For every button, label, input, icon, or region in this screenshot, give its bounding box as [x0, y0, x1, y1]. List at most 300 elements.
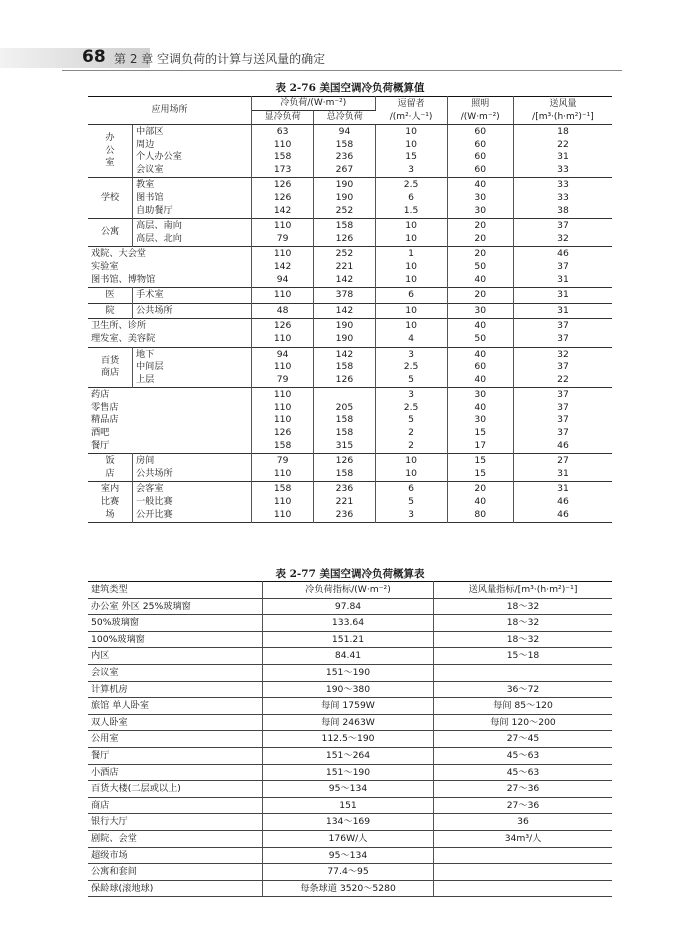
cell-value: 17 [474, 439, 487, 451]
table-row [88, 319, 612, 347]
cell-value: 6 [408, 289, 415, 301]
cell-value: 110 [273, 496, 292, 508]
value-cell [314, 388, 375, 454]
building-type-cell: 50%玻璃窗 [88, 615, 263, 632]
value-cell [375, 347, 447, 388]
chapter-title: 第 2 章 空调负荷的计算与送风量的确定 [114, 52, 326, 66]
building-type-cell: 100%玻璃窗 [88, 631, 263, 648]
cell-value: 40 [474, 401, 487, 413]
cell-value: 20 [474, 289, 487, 301]
col-occupancy [375, 97, 447, 125]
value-cell [314, 219, 375, 247]
col-cooling-index: 冷负荷指标/(W·m⁻²) [263, 582, 434, 599]
value-cell [252, 178, 314, 219]
cell-value: 2 [408, 427, 415, 439]
place-cell [133, 454, 252, 482]
cooling-index-cell: 84.41 [263, 648, 434, 665]
building-type-cell: 公寓和套间 [88, 864, 263, 881]
cell-value: 110 [273, 289, 292, 301]
table-76-caption: 表 2-76 美国空调冷负荷概算值 [275, 82, 425, 94]
place-name: 戏院、大会堂 [91, 248, 147, 260]
table-row [88, 698, 612, 715]
cell-value: 158 [335, 138, 354, 150]
place-cell [133, 219, 252, 247]
airflow-index-cell [434, 847, 613, 864]
value-cell [447, 303, 513, 319]
airflow-index-cell: 36 [434, 814, 613, 831]
table-row [88, 830, 612, 847]
cell-value: 236 [335, 483, 354, 495]
cell-value: 30 [474, 204, 487, 216]
cell-value: 252 [335, 248, 354, 260]
cell-value: 110 [273, 138, 292, 150]
cell-value: 190 [335, 320, 354, 332]
place-name: 理发室、美容院 [91, 332, 156, 344]
value-cell [447, 347, 513, 388]
cell-value: 158 [273, 151, 292, 163]
cell-value: 15 [474, 455, 487, 467]
cooling-index-cell: 每间 1759W [263, 698, 434, 715]
group-category: 办 公 室 [88, 125, 133, 178]
value-cell [314, 319, 375, 347]
value-cell [513, 247, 612, 288]
place-name: 上层 [136, 373, 155, 385]
value-cell [513, 288, 612, 304]
place-name: 酒吧 [91, 427, 110, 439]
value-cell [252, 303, 314, 319]
airflow-index-cell: 36～72 [434, 681, 613, 698]
cell-value: 37 [557, 332, 569, 344]
value-cell [447, 288, 513, 304]
value-cell [252, 482, 314, 523]
cell-value: 31 [557, 483, 569, 495]
cell-value: 31 [557, 304, 569, 316]
airflow-index-cell: 每间 120～200 [434, 714, 613, 731]
cell-value: 142 [335, 304, 354, 316]
table-row [88, 247, 612, 288]
place-name: 一般比赛 [136, 496, 173, 508]
value-cell [314, 288, 375, 304]
value-cell [375, 482, 447, 523]
airflow-index-cell [434, 880, 613, 897]
cell-value: 10 [405, 220, 417, 232]
airflow-index-cell: 18～32 [434, 631, 613, 648]
value-cell [447, 388, 513, 454]
col-cooling: 冷负荷/(W·m⁻²) [252, 97, 376, 111]
cell-value: 60 [474, 361, 487, 373]
airflow-index-cell: 45～63 [434, 747, 613, 764]
value-cell [375, 247, 447, 288]
cell-value: 110 [273, 220, 292, 232]
col-building-type: 建筑类型 [88, 582, 263, 599]
group-category: 饭 店 [88, 454, 133, 482]
cell-value: 4 [408, 332, 415, 344]
cell-value: 236 [335, 508, 354, 520]
value-cell [513, 219, 612, 247]
cell-value: 31 [557, 289, 569, 301]
cell-value: 142 [273, 204, 292, 216]
cooling-index-cell: 每条球道 3520～5280 [263, 880, 434, 897]
value-cell [375, 303, 447, 319]
cell-value: 40 [474, 273, 487, 285]
cell-value: 252 [335, 204, 354, 216]
cooling-index-cell: 每间 2463W [263, 714, 434, 731]
airflow-index-cell: 27～45 [434, 731, 613, 748]
cell-value: 30 [474, 414, 487, 426]
cell-value: 1.5 [403, 204, 419, 216]
value-cell [375, 454, 447, 482]
cell-value: 20 [474, 232, 487, 244]
cell-value: 190 [335, 191, 354, 203]
airflow-index-cell: 18～32 [434, 598, 613, 615]
cell-value: 37 [557, 389, 569, 401]
place-name: 自助餐厅 [136, 204, 173, 216]
cooling-index-cell: 151.21 [263, 631, 434, 648]
cell-value: 126 [273, 427, 292, 439]
table-row [88, 681, 612, 698]
cell-value: 37 [557, 320, 569, 332]
building-type-cell: 会议室 [88, 664, 263, 681]
table-row [88, 178, 612, 219]
airflow-index-cell [434, 664, 613, 681]
cell-value: 31 [557, 273, 569, 285]
value-cell [314, 482, 375, 523]
table-row [88, 747, 612, 764]
place-name: 手术室 [136, 289, 164, 301]
value-cell [375, 288, 447, 304]
table-row [88, 454, 612, 482]
cooling-index-cell: 112.5～190 [263, 731, 434, 748]
group-category: 医 [88, 288, 133, 304]
cooling-index-cell: 151～264 [263, 747, 434, 764]
value-cell [447, 482, 513, 523]
table-76-body [88, 125, 612, 523]
place-cell [88, 247, 252, 288]
cell-value: 37 [557, 260, 569, 272]
place-name: 药店 [91, 389, 110, 401]
table-row [88, 219, 612, 247]
cell-value: 190 [335, 332, 354, 344]
value-cell [375, 219, 447, 247]
lighting-unit: /(W·m⁻²) [460, 111, 500, 122]
value-cell [314, 247, 375, 288]
table-76 [88, 96, 612, 523]
cell-value: 2.5 [403, 401, 419, 413]
value-cell [447, 319, 513, 347]
cell-value: 20 [474, 483, 487, 495]
airflow-index-cell: 每间 85～120 [434, 698, 613, 715]
cell-value: 142 [335, 273, 354, 285]
cooling-index-cell: 97.84 [263, 598, 434, 615]
cell-value: 3 [408, 163, 415, 175]
value-cell [513, 482, 612, 523]
cooling-index-cell: 133.64 [263, 615, 434, 632]
group-category: 室内 比赛 场 [88, 482, 133, 523]
cell-value: 110 [273, 248, 292, 260]
table-row [88, 615, 612, 632]
group-category: 公寓 [88, 219, 133, 247]
value-cell [513, 178, 612, 219]
cell-value [317, 389, 371, 402]
table-row [88, 814, 612, 831]
cell-value: 18 [557, 126, 569, 137]
cell-value: 158 [273, 439, 292, 451]
cell-value: 46 [557, 248, 569, 260]
group-category: 百货 商店 [88, 347, 133, 388]
cell-value: 46 [557, 508, 569, 520]
cell-value: 126 [335, 373, 354, 385]
cell-value: 30 [474, 389, 487, 401]
table-row [88, 347, 612, 388]
cell-value: 110 [273, 332, 292, 344]
cell-value: 79 [276, 455, 289, 467]
cell-value: 40 [474, 496, 487, 508]
building-type-cell: 银行大厅 [88, 814, 263, 831]
cell-value: 27 [557, 455, 569, 467]
cell-value: 60 [474, 151, 487, 163]
place-name: 地下 [136, 348, 155, 360]
airflow-index-cell: 27～36 [434, 797, 613, 814]
cell-value: 15 [474, 427, 487, 439]
building-type-cell: 百货大楼(二层或以上) [88, 781, 263, 798]
cell-value: 126 [335, 232, 354, 244]
cell-value: 80 [474, 508, 487, 520]
table-row [88, 847, 612, 864]
building-type-cell: 超级市场 [88, 847, 263, 864]
cell-value: 38 [557, 204, 569, 216]
table-row [88, 303, 612, 319]
cell-value: 60 [474, 163, 487, 175]
table-row [88, 648, 612, 665]
cell-value: 158 [273, 483, 292, 495]
value-cell [513, 454, 612, 482]
cell-value: 6 [408, 191, 415, 203]
cell-value: 33 [557, 163, 569, 175]
cell-value: 32 [557, 348, 569, 360]
cooling-index-cell: 151～190 [263, 664, 434, 681]
place-name: 公开比赛 [136, 508, 173, 520]
place-name: 个人办公室 [136, 151, 182, 163]
building-type-cell: 餐厅 [88, 747, 263, 764]
building-type-cell: 双人卧室 [88, 714, 263, 731]
cell-value: 60 [474, 138, 487, 150]
cell-value: 158 [335, 361, 354, 373]
cell-value: 40 [474, 320, 487, 332]
place-name: 零售店 [91, 401, 119, 413]
col-room-cooling: 显冷负荷 [252, 111, 314, 125]
cell-value: 2 [408, 439, 415, 451]
cell-value: 3 [408, 389, 415, 401]
page-number: 68 [82, 47, 106, 67]
table-row [88, 797, 612, 814]
cell-value: 158 [335, 414, 354, 426]
table-row [88, 664, 612, 681]
cell-value: 50 [474, 260, 487, 272]
cell-value: 142 [335, 348, 354, 360]
table-77-caption: 表 2-77 美国空调冷负荷概算表 [275, 568, 425, 580]
cell-value: 63 [276, 126, 289, 137]
place-name: 公共场所 [136, 304, 173, 316]
place-name: 图书馆、博物馆 [91, 273, 156, 285]
cell-value: 32 [557, 232, 569, 244]
cell-value: 126 [273, 191, 292, 203]
place-name: 房间 [136, 455, 155, 467]
value-cell [375, 178, 447, 219]
table-76-header [88, 97, 612, 125]
value-cell [314, 454, 375, 482]
cell-value: 173 [273, 163, 292, 175]
place-name: 教室 [136, 179, 155, 191]
value-cell [252, 319, 314, 347]
cell-value: 10 [405, 273, 417, 285]
cell-value: 158 [335, 220, 354, 232]
table-row [88, 764, 612, 781]
cell-value: 94 [276, 348, 289, 360]
building-type-cell: 计算机房 [88, 681, 263, 698]
place-cell [133, 178, 252, 219]
cell-value: 205 [335, 401, 354, 413]
cell-value: 110 [273, 414, 292, 426]
place-cell [133, 303, 252, 319]
value-cell [252, 219, 314, 247]
value-cell [447, 125, 513, 178]
cell-value: 40 [474, 348, 487, 360]
cell-value: 15 [474, 467, 487, 479]
place-name: 会客室 [136, 483, 164, 495]
airflow-index-cell: 27～36 [434, 781, 613, 798]
occupancy-unit: /(m²·人⁻¹) [389, 111, 433, 122]
value-cell [513, 319, 612, 347]
table-row [88, 631, 612, 648]
value-cell [375, 125, 447, 178]
cell-value: 10 [405, 455, 417, 467]
value-cell [252, 125, 314, 178]
group-category: 学校 [88, 178, 133, 219]
cooling-index-cell: 151～190 [263, 764, 434, 781]
col-airflow [513, 97, 612, 125]
cell-value: 110 [273, 467, 292, 479]
value-cell [252, 347, 314, 388]
value-cell [314, 125, 375, 178]
value-cell [252, 388, 314, 454]
cell-value: 20 [474, 248, 487, 260]
value-cell [447, 454, 513, 482]
place-name: 周边 [136, 138, 155, 150]
cell-value: 31 [557, 151, 569, 163]
page-header [62, 44, 622, 71]
building-type-cell: 旅馆 单人卧室 [88, 698, 263, 715]
place-cell [88, 319, 252, 347]
cell-value: 50 [474, 332, 487, 344]
building-type-cell: 小酒店 [88, 764, 263, 781]
building-type-cell: 公用室 [88, 731, 263, 748]
cell-value: 3 [408, 348, 415, 360]
cell-value: 110 [273, 401, 292, 413]
place-name: 高层、南向 [136, 220, 182, 232]
cell-value: 37 [557, 401, 569, 413]
value-cell [513, 388, 612, 454]
table-row [88, 388, 612, 454]
building-type-cell: 办公室 外区 25%玻璃窗 [88, 598, 263, 615]
place-cell [133, 347, 252, 388]
cooling-index-cell: 134～169 [263, 814, 434, 831]
cell-value: 5 [408, 496, 415, 508]
value-cell [314, 347, 375, 388]
cell-value: 37 [557, 361, 569, 373]
cell-value: 2.5 [403, 361, 419, 373]
place-name: 餐厅 [91, 439, 110, 451]
place-cell [133, 125, 252, 178]
cell-value: 110 [273, 508, 292, 520]
cell-value: 110 [273, 389, 292, 401]
value-cell [447, 247, 513, 288]
cooling-index-cell: 95～134 [263, 781, 434, 798]
cell-value: 1 [408, 248, 415, 260]
place-name: 实验室 [91, 260, 119, 272]
airflow-index-cell: 34m³/人 [434, 830, 613, 847]
col-lighting [447, 97, 513, 125]
value-cell [375, 388, 447, 454]
value-cell [252, 288, 314, 304]
cell-value: 10 [405, 260, 417, 272]
value-cell [513, 125, 612, 178]
cell-value: 158 [335, 427, 354, 439]
cell-value: 15 [405, 151, 417, 163]
cell-value: 158 [335, 467, 354, 479]
table-row [88, 598, 612, 615]
cell-value: 6 [408, 483, 415, 495]
airflow-index-cell: 45～63 [434, 764, 613, 781]
building-type-cell: 保龄球(滚地球) [88, 880, 263, 897]
table-row [88, 781, 612, 798]
cell-value: 190 [335, 179, 354, 191]
building-type-cell: 商店 [88, 797, 263, 814]
table-row [88, 731, 612, 748]
cell-value: 60 [474, 126, 487, 137]
airflow-index-cell: 18～32 [434, 615, 613, 632]
cell-value: 267 [335, 163, 354, 175]
cell-value: 33 [557, 179, 569, 191]
cell-value: 236 [335, 151, 354, 163]
cell-value: 46 [557, 496, 569, 508]
cell-value: 221 [335, 496, 354, 508]
table-row [88, 880, 612, 897]
value-cell [375, 319, 447, 347]
cell-value: 126 [335, 455, 354, 467]
cell-value: 10 [405, 467, 417, 479]
place-name: 卫生所、诊所 [91, 320, 147, 332]
table-row [88, 714, 612, 731]
cell-value: 142 [273, 260, 292, 272]
cell-value: 30 [474, 191, 487, 203]
cell-value: 94 [338, 126, 351, 137]
table-row [88, 482, 612, 523]
group-category: 院 [88, 303, 133, 319]
cooling-index-cell: 77.4～95 [263, 864, 434, 881]
cell-value: 46 [557, 439, 569, 451]
value-cell [252, 247, 314, 288]
value-cell [447, 178, 513, 219]
place-name: 精品店 [91, 414, 119, 426]
occupancy-label: 逗留者 [397, 98, 425, 109]
cell-value: 5 [408, 373, 415, 385]
cell-value: 3 [408, 508, 415, 520]
cell-value: 10 [405, 232, 417, 244]
value-cell [513, 303, 612, 319]
place-name: 图书馆 [136, 191, 164, 203]
value-cell [314, 178, 375, 219]
cooling-index-cell: 95～134 [263, 847, 434, 864]
